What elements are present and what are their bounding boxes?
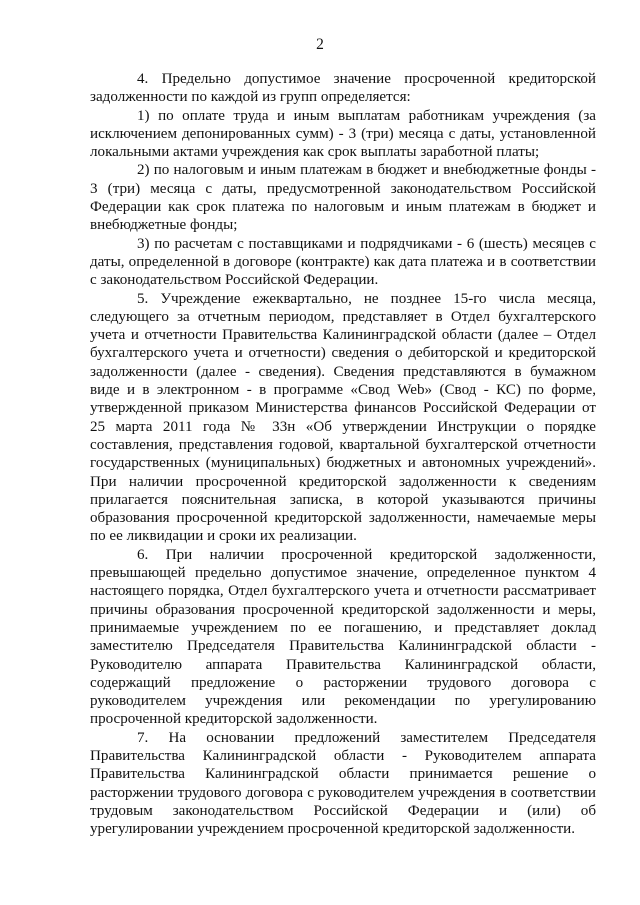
paragraph-5: 5. Учреждение ежеквартально, не позднее 15-го числа месяца, следующего за отчетным периодом, представляет в Отдел бухгалтерского учета и отчетности Правительства Калининградской области (далее – Отдел бухгалтерского учета и отчетности) сведения о дебиторской и кредиторской задолженности (далее - сведения). Сведения представляются в бумажном виде и в электронном - в программе «Свод Web» (Свод - КС) по форме, утвержденной приказом Министерства финансов Российской Федерации от 25 марта 2011 года № 33н «Об утверждении Инструкции о порядке составления, представления годовой, квартальной бухгалтерской отчетности государственных (муниципальных) бюджетных и автономных учреждений». При наличии просроченной кредиторской задолженности к сведениям прилагается пояснительная записка, в которой указываются причины образования просроченной кредиторской задолженности, намечаемые меры по ее ликвидации и сроки их реализации. [90,290,596,545]
paragraph-4-item-1: 1) по оплате труда и иным выплатам работникам учреждения (за исключением депонированных сумм) - 3 (три) месяца с даты, установленной локальными актами учреждения как срок выплаты заработной платы; [90,107,596,161]
document-body [90,70,596,838]
paragraph-7: 7. На основании предложений заместителем Председателя Правительства Калининградской области - Руководителем аппарата Правительства Калининградской области принимается решение о расторжении трудового договора с руководителем учреждения в соответствии трудовым законодательством Российской Федерации и (или) об урегулировании учреждением просроченной кредиторской задолженности. [90,729,596,838]
paragraph-4: 4. Предельно допустимое значение просроченной кредиторской задолженности по каждой из групп определяется: [90,71,596,106]
paragraph-4-item-2: 2) по налоговым и иным платежам в бюджет и внебюджетные фонды - 3 (три) месяца с даты, предусмотренной законодательством Российской Федерации как срок платежа по налоговым и иным платежам в бюджет и внебюджетные фонды; [90,162,596,234]
paragraph-6: 6. При наличии просроченной кредиторской задолженности, превышающей предельно допустимое значение, определенное пунктом 4 настоящего порядка, Отдел бухгалтерского учета и отчетности рассматривает причины образования просроченной кредиторской задолженности и меры, принимаемые учреждением по ее погашению, и представляет доклад заместителю Председателя Правительства Калининградской области - Руководителю аппарата Правительства Калининградской области, содержащий предложение о расторжении трудового договора с руководителем учреждения или рекомендации по урегулированию просроченной кредиторской задолженности. [90,546,596,728]
paragraph-4-item-3: 3) по расчетам с поставщиками и подрядчиками - 6 (шесть) месяцев с даты, определенной в договоре (контракте) как дата платежа и в соответствии с законодательством Российской Федерации. [90,235,596,289]
page-number: 2 [316,36,324,53]
